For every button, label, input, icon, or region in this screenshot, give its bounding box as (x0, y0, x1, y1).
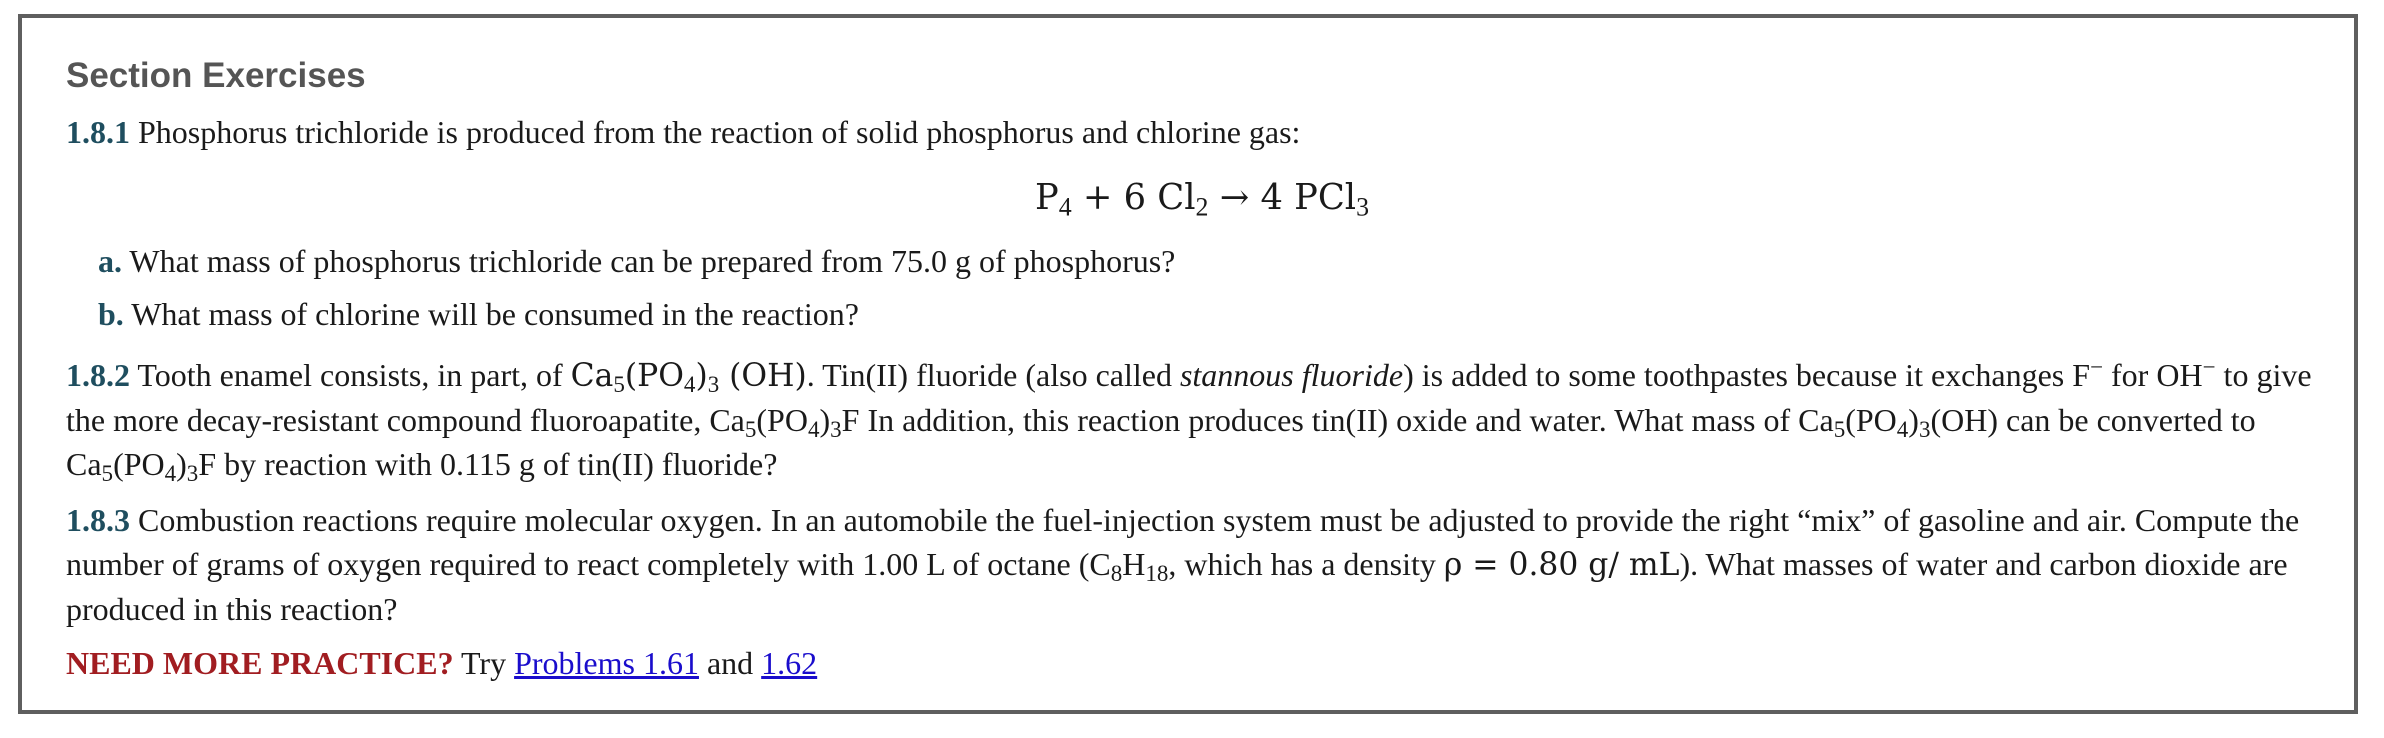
part-letter: a. (98, 243, 122, 279)
exercise-frame (18, 14, 2358, 714)
formula-subscript: 8 (1110, 559, 1123, 586)
section-title: Section Exercises (66, 56, 366, 95)
formula-part: Ca (570, 358, 614, 394)
exercise-text: , which has a density (1168, 546, 1444, 582)
exercise-text: F by reaction with 0.115 g of tin(II) fluoride? (198, 446, 778, 482)
exercise-text: Phosphorus trichloride is produced from the reaction of solid phosphorus and chlorine gas: (138, 114, 1301, 150)
equation-subscript: 3 (1356, 192, 1370, 222)
formula-subscript: 5 (101, 459, 114, 486)
formula-subscript: 4 (164, 459, 177, 486)
exercise-text: (PO (1845, 402, 1897, 438)
exercise-1-8-3 (66, 498, 2338, 631)
equation-term: P (1034, 177, 1059, 218)
formula-subscript: 3 (186, 459, 199, 486)
formula-subscript: 5 (613, 370, 625, 397)
formula-part: ) (695, 358, 708, 394)
exercise-text: ) (819, 402, 831, 438)
practice-text: Try (453, 645, 515, 681)
formula-part: (PO (624, 358, 684, 394)
charge-superscript: − (2090, 353, 2104, 380)
exercise-text: Tooth enamel consists, in part, of (137, 357, 571, 393)
formula-subscript: 4 (807, 415, 820, 442)
practice-label: NEED MORE PRACTICE? (66, 645, 454, 681)
part-text: What mass of phosphorus trichloride can be prepared from 75.0 g of phosphorus? (129, 243, 1176, 279)
exercise-number: 1.8.3 (66, 502, 130, 538)
formula-subscript: 18 (1145, 559, 1169, 586)
exercise-content (66, 56, 2338, 685)
exercise-number: 1.8.1 (66, 114, 130, 150)
formula-part: (OH) (719, 358, 807, 394)
exercise-text: F In addition, this reaction produces tin(II) oxide and water. What mass of (841, 402, 1799, 438)
exercise-text: to give the more decay-resistant compound fluoroapatite, Ca (66, 357, 2312, 438)
emphasis-term: stannous fluoride (1179, 357, 1404, 393)
exercise-part-a (98, 235, 2338, 288)
exercise-text: for OH (2103, 357, 2203, 393)
equation-subscript: 4 (1058, 192, 1072, 222)
reaction-equation (66, 172, 2338, 223)
formula-subscript: 3 (707, 370, 720, 397)
formula-subscript: 3 (1918, 415, 1931, 442)
formula-subscript: 5 (1833, 415, 1846, 442)
exercise-part-b (98, 288, 2338, 341)
exercise-text: ). What masses of water and carbon dioxide are produced in this reaction? (66, 546, 2288, 627)
need-more-practice (66, 641, 2338, 685)
part-letter: b. (98, 296, 124, 332)
equation-subscript: 2 (1195, 192, 1209, 222)
exercise-text: ) (1908, 402, 1919, 438)
formula-subscript: 4 (1896, 415, 1909, 442)
exercise-text: ) is added to some toothpastes because it exchanges F (1403, 357, 2091, 393)
exercise-1-8-1 (66, 110, 2338, 154)
formula-subscript: 3 (830, 415, 842, 442)
exercise-text: H (1122, 546, 1146, 582)
exercise-text: (PO (756, 402, 808, 438)
practice-text: and (698, 645, 762, 681)
exercise-text: (PO (113, 446, 165, 482)
exercise-text: Combustion reactions require molecular oxygen. In an automobile the fuel-injection system must be adjusted to provide the right “mix” of gasoline and air. Compute the number of grams of oxygen required to react completely with 1.00 L of octane (C (66, 502, 2300, 582)
exercise-text: Ca (1798, 402, 1834, 438)
exercise-parts (98, 235, 2338, 341)
exercise-1-8-2 (66, 353, 2338, 486)
equation-term: → 4 PCl (1208, 177, 1357, 218)
problems-link[interactable]: Problems 1.61 (514, 645, 699, 681)
charge-superscript: − (2202, 353, 2216, 380)
exercise-number: 1.8.2 (66, 357, 130, 393)
exercise-text: ) (176, 446, 187, 482)
problem-link[interactable]: 1.62 (761, 645, 818, 681)
density-expression: ρ = 0.80 g/ mL (1443, 547, 1680, 583)
equation-term: + 6 Cl (1071, 177, 1196, 218)
formula-subscript: 5 (744, 415, 757, 442)
exercise-text: (OH) can be converted to Ca (66, 402, 2256, 482)
exercise-text: . Tin(II) fluoride (also called (806, 357, 1180, 393)
part-text: What mass of chlorine will be consumed in the reaction? (131, 296, 859, 332)
formula-subscript: 4 (683, 370, 696, 397)
